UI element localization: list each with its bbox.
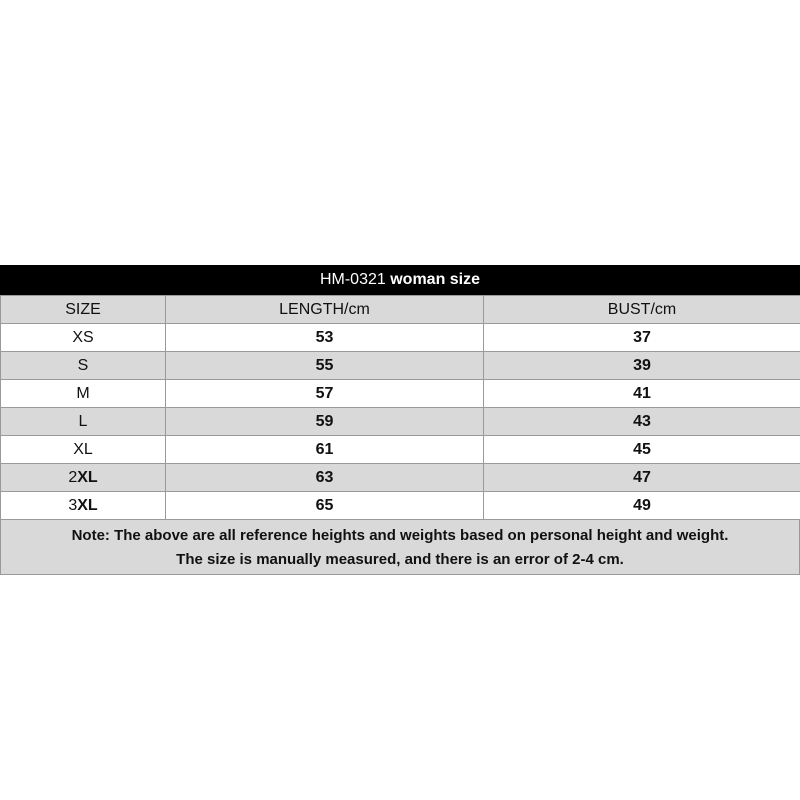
bust-cell: 39 <box>484 352 800 380</box>
length-cell: 53 <box>166 324 484 352</box>
table-row <box>1 492 800 520</box>
length-cell: 63 <box>166 464 484 492</box>
bust-cell: 41 <box>484 380 800 408</box>
table-row <box>1 352 800 380</box>
size-cell: M <box>1 380 166 408</box>
bust-cell: 49 <box>484 492 800 520</box>
measurement-note <box>0 520 800 575</box>
size-cell: L <box>1 408 166 436</box>
table-row <box>1 380 800 408</box>
bust-cell: 43 <box>484 408 800 436</box>
size-cell: XS <box>1 324 166 352</box>
size-cell: 3XL <box>1 492 166 520</box>
size-chart <box>0 265 800 575</box>
column-header-length: LENGTH/cm <box>166 296 484 324</box>
column-header-bust: BUST/cm <box>484 296 800 324</box>
header-row <box>1 296 800 324</box>
note-line: Note: The above are all reference heights and weights based on personal height and weight. <box>71 527 729 544</box>
table-row <box>1 464 800 492</box>
size-table <box>0 295 800 520</box>
column-header-size: SIZE <box>1 296 166 324</box>
product-code: HM-0321 <box>319 271 386 288</box>
bust-cell: 37 <box>484 324 800 352</box>
length-cell: 57 <box>166 380 484 408</box>
size-cell: S <box>1 352 166 380</box>
length-cell: 61 <box>166 436 484 464</box>
bust-cell: 47 <box>484 464 800 492</box>
table-row <box>1 408 800 436</box>
length-cell: 65 <box>166 492 484 520</box>
size-cell: 2XL <box>1 464 166 492</box>
bust-cell: 45 <box>484 436 800 464</box>
table-row <box>1 436 800 464</box>
table-row <box>1 324 800 352</box>
length-cell: 59 <box>166 408 484 436</box>
note-line: The size is manually measured, and there is an error of 2-4 cm. <box>176 551 624 568</box>
chart-title-text: woman size <box>390 271 481 288</box>
length-cell: 55 <box>166 352 484 380</box>
size-cell: XL <box>1 436 166 464</box>
chart-title <box>0 265 800 295</box>
